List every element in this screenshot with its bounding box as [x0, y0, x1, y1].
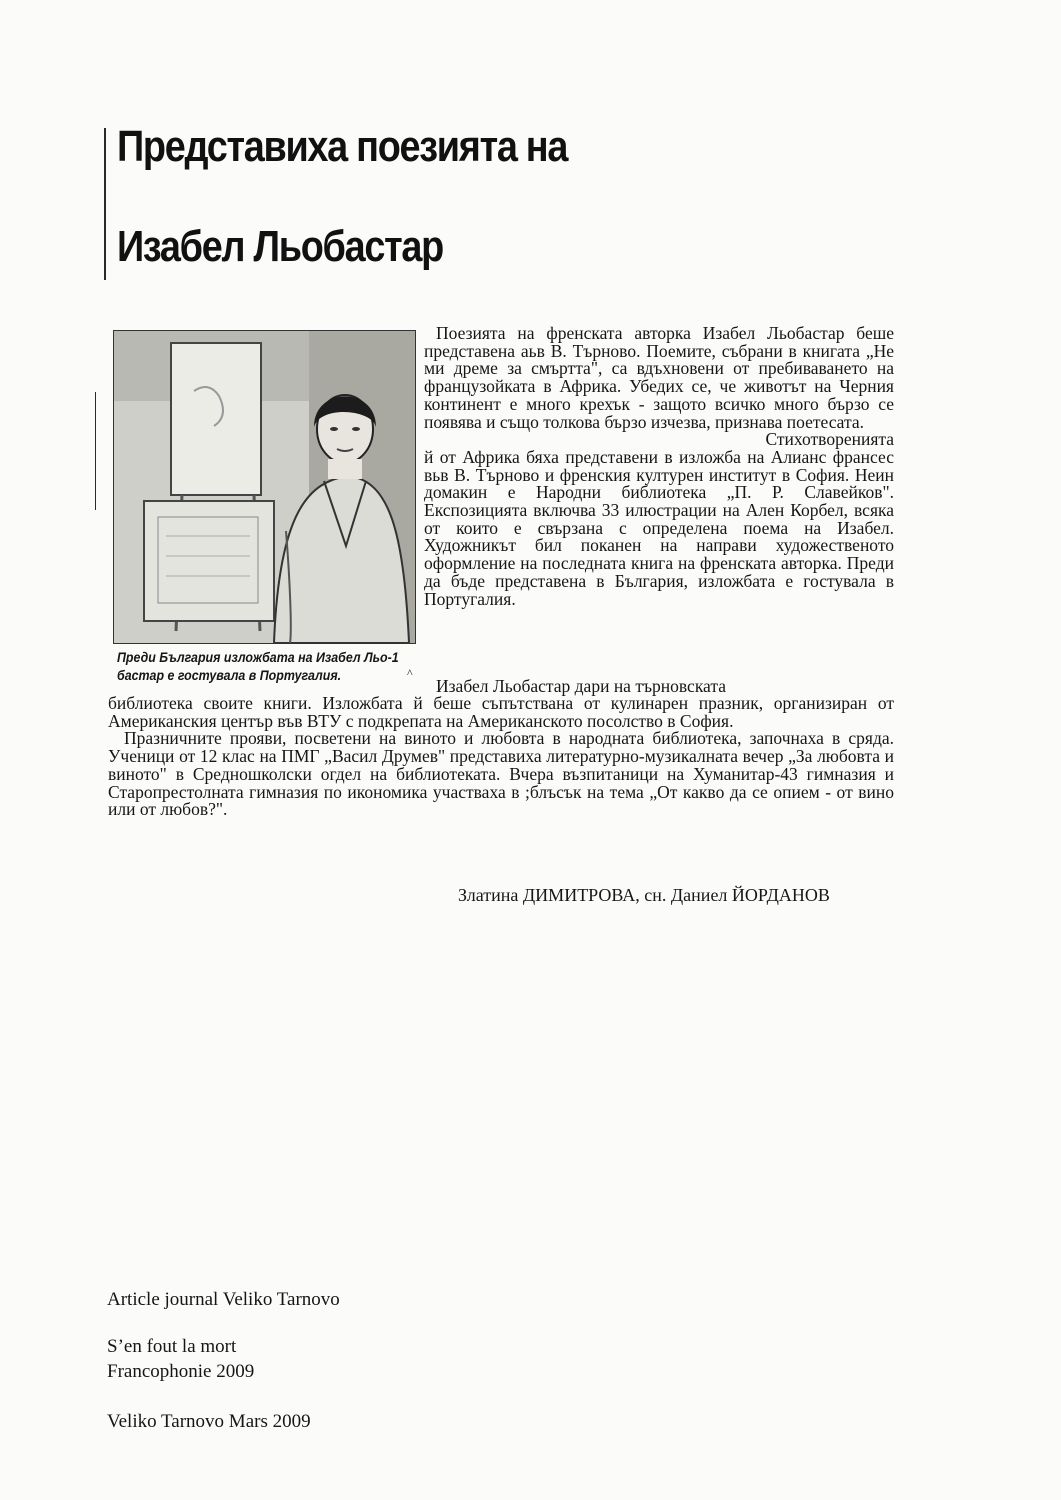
article-right-column	[424, 325, 894, 608]
article-title-line-2: Изабел Льобастар	[117, 222, 443, 271]
column-rule	[104, 128, 106, 280]
article-photo	[113, 330, 416, 644]
article-title-line-1: Представиха поезията на	[117, 122, 568, 171]
article-paragraph: библиотека своите книги. Изложбата й беше съпътствана от кулинарен празник, организиран от Американския център във ВТУ с подкрепата на Американското посолство в София.	[108, 693, 894, 731]
photo-caption-line: Преди България изложбата на Изабел Льо-1	[117, 650, 399, 665]
article-paragraph: Изабел Льобастар дари на търновската	[436, 676, 726, 696]
note-line: Article journal Veliko Tarnovo	[107, 1289, 340, 1310]
caption-caret: ^	[407, 666, 413, 680]
article-paragraph: Поезията на френската авторка Изабел Льобастар беше представена аьв В. Търново. Поемите, събрани в книгата „Не ми дреме за смъртта", са вдъхновени от пребиваването на французойката в Африка. Убедих се, че животът на Черния континент е много крехък - защото всичко много бързо се появява и също толкова бързо изчезва, признава поетесата.	[424, 323, 894, 432]
article-paragraph-heading: Стихотворенията	[765, 429, 894, 450]
photo-illustration	[114, 331, 415, 643]
note-line: Francophonie 2009	[107, 1361, 255, 1382]
column-rule-fragment	[95, 392, 96, 510]
photo-caption-line: бастар е гостувала в Португалия.	[117, 668, 342, 683]
note-line: Veliko Tarnovo Mars 2009	[107, 1411, 311, 1432]
note-line: S’en fout la mort	[107, 1336, 237, 1357]
article-paragraph: Празничните прояви, посветени на виното и любовта в народната библиотека, започнаха в сряда. Ученици от 12 клас на ПМГ „Васил Друмев" представиха литературно-музикалната вечер „За любовта и виното" в Средношколски огдел на библиотеката. Вчера възпитаници на Хуманитар-43 гимназия и Старопрестолната гимназия по икономика участваха в ;блъсък на тема „От какво да се опием - от вино или от любов?".	[108, 728, 894, 820]
article-full-width-text	[108, 695, 894, 819]
photo-caption	[117, 649, 399, 685]
article-byline: Златина ДИМИТРОВА, сн. Даниел ЙОРДАНОВ	[458, 885, 830, 905]
article-paragraph: й от Африка бяха представени в изложба на Алианс франсес вьв В. Търново и френския културен институт в София. Неин домакин е Народни библиотека „П. Р. Славейков". Експозицията включва 33 илюстрации на Ален Корбел, всяка от които е свързана с определена поема на Изабел. Художникът бил поканен на направи художественото оформление на последната книга на френската авторка. Преди да бъде представена в България, изложбата е гостувала в Португалия.	[424, 446, 894, 609]
